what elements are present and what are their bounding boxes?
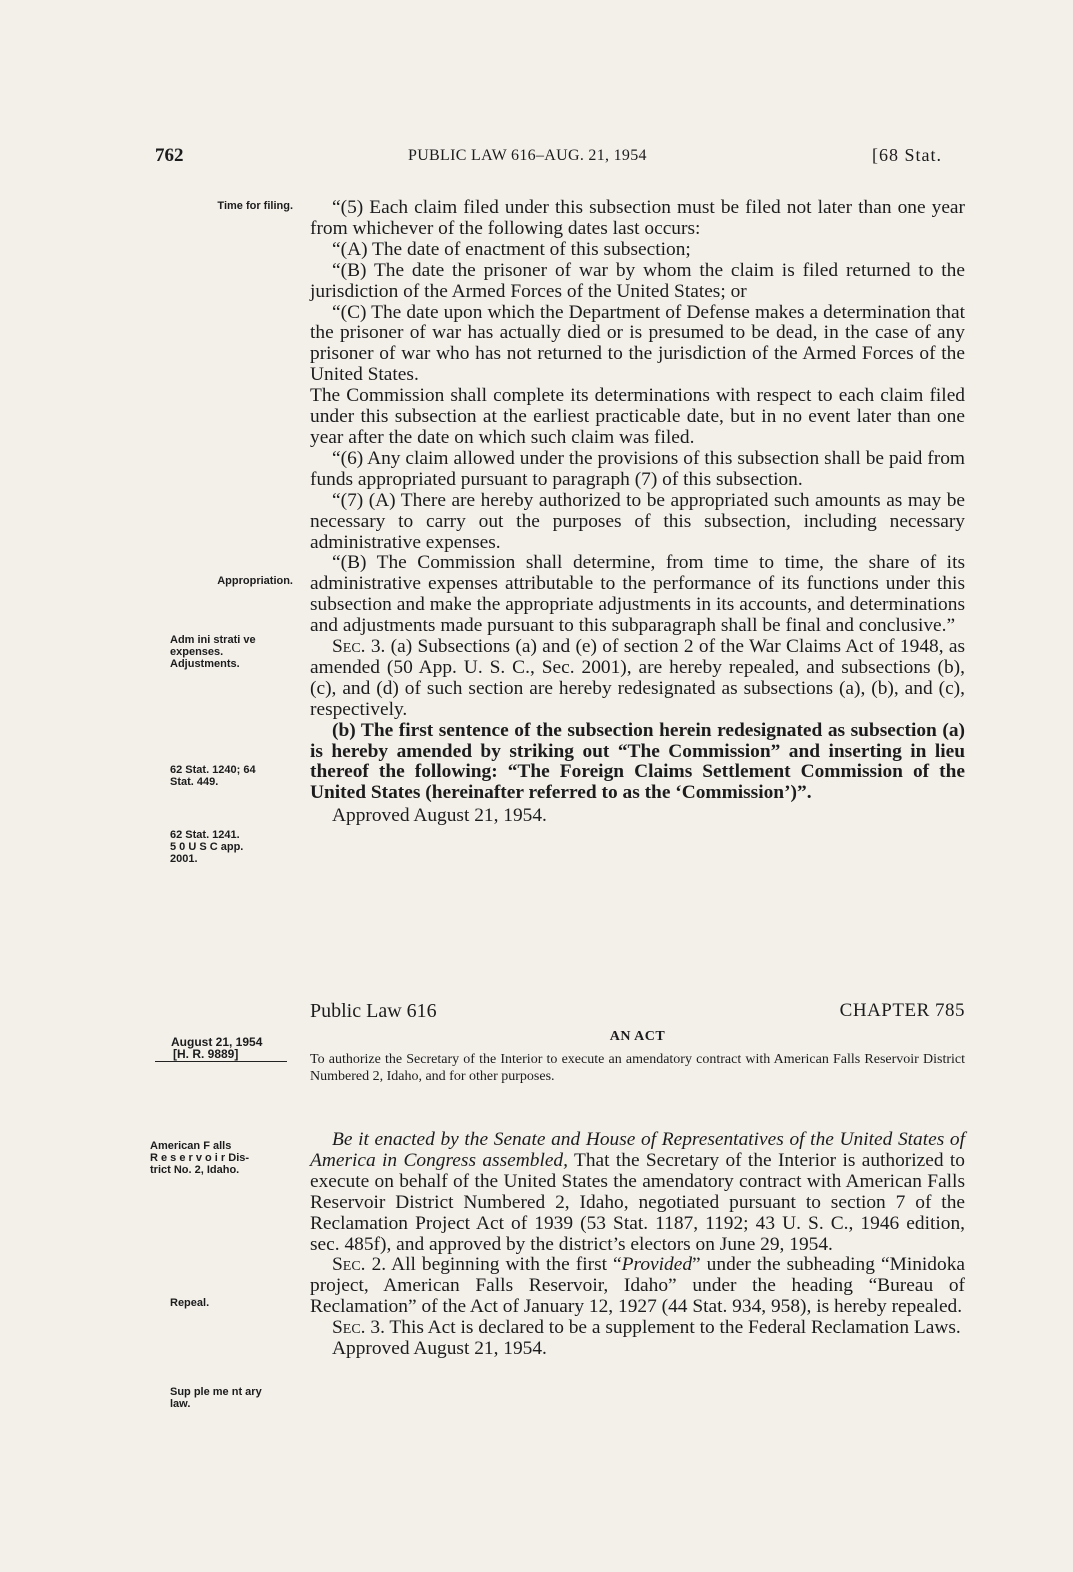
section-3a: Sec. 3. (a) Subsections (a) and (e) of section 2 of the War Claims Act of 1948, as amended (50 App. U. S. C., Sec. 2001), are hereby repealed, and subsections (b), (c), and (d) of such section are hereby redesignated as subsections (a), (b), and (c), respectively. [310,636,965,720]
law-number: Public Law 616 [310,1000,437,1022]
volume-reference: [68 Stat. [872,145,942,165]
section-3: Sec. 3. This Act is declared to be a supplement to the Federal Reclamation Laws. [332,1317,961,1339]
divider [155,1061,287,1062]
page-number: 762 [155,145,184,166]
header-title: PUBLIC LAW 616–AUG. 21, 1954 [408,147,647,164]
approved-statement-1: Approved August 21, 1954. [332,805,547,827]
section-2: Sec. 2. All beginning with the first “Provided” under the subheading “Minidoka project, American Falls Reservoir, Idaho” under the heading “Bureau of Reclamation” of the Act of January 12, 1927 (44 Stat. 934, 958), is hereby repealed. [310,1254,965,1318]
running-header [0,145,1073,175]
approved-statement-2: Approved August 21, 1954. [332,1338,547,1360]
margin-note-date [155,1036,290,1062]
paragraph-7a: “(7) (A) There are hereby authorized to be appropriated such amounts as may be necessary to carry out the purposes of this subsection, including necessary administrative expenses. [310,489,965,553]
margin-note-repeal: Repeal. [170,1297,210,1309]
law-616-text [310,1130,965,1360]
enacting-formula: Be it enacted by the Senate and House of Representatives of the United States of America in Congress assembled, [310,1129,965,1171]
paragraph-6: “(6) Any claim allowed under the provisions of this subsection shall be paid from funds appropriated pursuant to paragraph (7) of this subsection. [310,447,965,490]
section-3b: (b) The first sentence of the subsection herein redesignated as subsection (a) is hereby amended by striking out “The Commission” and inserting in lieu thereof the following: “The Foreign Claims Settlement Commission of the United States (hereinafter referred to as the ‘Commission’)”. [310,719,965,804]
approval-date: August 21, 1954 [171,1035,263,1049]
bill-number: [H. R. 9889] [173,1047,239,1061]
margin-note-american-falls: American F alls R e s e r v o i r Dis- trict No. 2, Idaho. [150,1140,250,1176]
paragraph-5c: “(C) The date upon which the Department of Defense makes a determination that the prisoner of war has actually died or is presumed to be dead, in the case of any prisoner of war who has not returned to the jurisdiction of the Armed Forces of the United States. [310,301,965,386]
paragraph-5b: “(B) The date the prisoner of war by whom the claim is filed returned to the jurisdiction of the Armed Forces of the United States; or [310,259,965,302]
paragraph-7b: “(B) The Commission shall determine, from time to time, the share of its administrative expenses attributable to the performance of its functions under this subsection and make the appropriate adjustments in its accounts, and determinations and adjustments made pursuant to this subparagraph shall be final and conclusive.” [310,552,965,637]
chapter-number: CHAPTER 785 [839,1000,965,1021]
margin-note-appropriation: Appropriation. [217,575,293,587]
margin-note-time-for-filing: Time for filing. [217,200,293,212]
paragraph-5a: “(A) The date of enactment of this subsection; [332,238,691,260]
section-label: Sec. [332,636,366,658]
act-purpose: To authorize the Secretary of the Interior to execute an amendatory contract with American Falls Reservoir District Numbered 2, Idaho, and for other purposes. [310,1052,965,1084]
margin-note-stat-1240: 62 Stat. 1240; 64 Stat. 449. [170,764,256,788]
public-law-heading [310,1000,965,1024]
margin-note-stat-1241: 62 Stat. 1241. 5 0 U S C app. 2001. [170,829,244,865]
paragraph-5: “(5) Each claim filed under this subsection must be filed not later than one year from whichever of the following dates last occurs: [310,197,965,239]
enacting-clause: Be it enacted by the Senate and House of Representatives of the United States of America in Congress assembled, That the Secretary of the Interior is authorized to execute on behalf of the United States the amendatory contract with American Falls Reservoir District Numbered 2, Idaho, negotiated pursuant to section 7 of the Reclamation Project Act of 1939 (53 Stat. 1187, 1192; 43 U. S. C., 1946 edition, sec. 485f), and approved by the district’s electors on June 29, 1954. [310,1129,965,1255]
margin-note-administrative-expenses: Adm ini strati ve expenses. Adjustments. [170,634,256,670]
margin-note-supplementary-law: Sup ple me nt ary law. [170,1386,262,1410]
an-act-heading: AN ACT [609,1029,666,1044]
commission-paragraph: The Commission shall complete its determinations with respect to each claim filed under this subsection at the earliest practicable date, but in no event later than one year after the date on which such claim was filed. [310,385,965,448]
main-text [310,198,965,827]
